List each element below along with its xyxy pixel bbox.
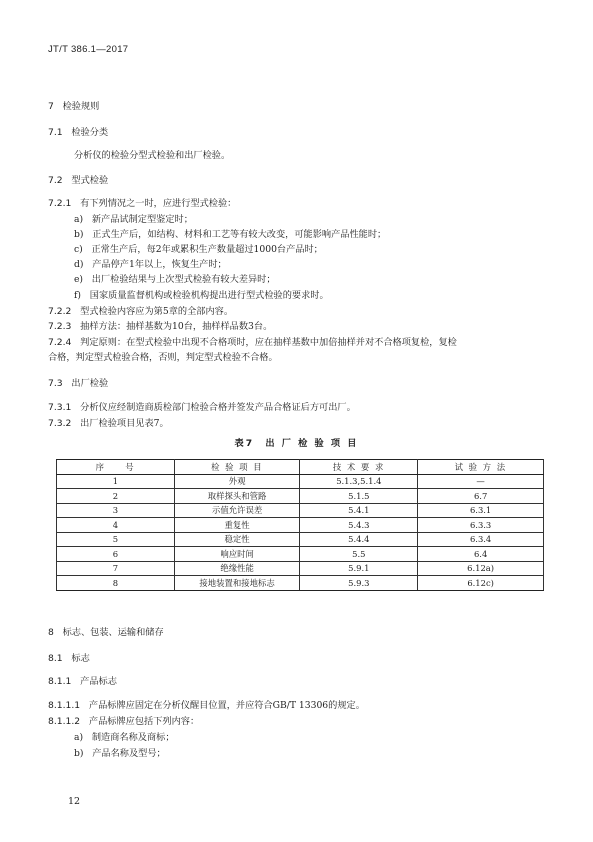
- section-7-3-heading: [48, 375, 108, 389]
- clause-7-2-1: [48, 195, 236, 209]
- list-item: [74, 226, 386, 240]
- column-header-method: 试 验 方 法: [418, 460, 544, 475]
- list-text: 国家质量监督机构或检验机构提出进行型式检验的要求时。: [89, 290, 329, 301]
- list-marker: a): [74, 214, 84, 225]
- cell-method: 6.3.1: [418, 503, 544, 518]
- section-number: 8.1.1: [48, 676, 72, 687]
- clause-number: 7.2.3: [48, 321, 72, 332]
- cell-number: 4: [57, 518, 175, 533]
- column-header-item: 检 验 项 目: [174, 460, 300, 475]
- cell-requirement: 5.4.1: [300, 503, 418, 518]
- column-header-number: 序 号: [57, 460, 175, 475]
- section-8-heading: [48, 624, 164, 638]
- inspection-items-table: [56, 459, 544, 591]
- table-row: [57, 474, 544, 489]
- section-7-1-heading: [48, 124, 108, 138]
- section-number: 7: [48, 101, 54, 112]
- list-marker: f): [74, 290, 81, 301]
- list-text: 正式生产后，如结构、材料和工艺等有较大改变，可能影响产品性能时；: [92, 229, 387, 240]
- cell-item: 示值允许误差: [174, 503, 300, 518]
- cell-number: 8: [57, 576, 175, 591]
- clause-8-1-1-2: [48, 713, 199, 727]
- clause-number: 7.2.4: [48, 337, 72, 348]
- list-item: [74, 241, 323, 255]
- clause-7-2-2: [48, 303, 233, 317]
- table-row: [57, 547, 544, 562]
- cell-requirement: 5.4.3: [300, 518, 418, 533]
- table-row: [57, 503, 544, 518]
- cell-item: 稳定性: [174, 532, 300, 547]
- clause-text: 有下列情况之一时，应进行型式检验：: [80, 198, 237, 209]
- clause-text: 型式检验内容应为第5章的全部内容。: [80, 306, 234, 317]
- cell-requirement: 5.1.3,5.1.4: [300, 474, 418, 489]
- list-marker: b): [74, 229, 84, 240]
- list-text: 产品名称及型号；: [92, 748, 166, 759]
- cell-requirement: 5.5: [300, 547, 418, 562]
- list-marker: b): [74, 748, 84, 759]
- cell-method: 6.12a): [418, 561, 544, 576]
- list-item: [74, 729, 175, 743]
- cell-method: 6.4: [418, 547, 544, 562]
- section-title: 型式检验: [71, 175, 109, 186]
- section-number: 8: [48, 627, 54, 638]
- page-number: 12: [68, 796, 81, 807]
- cell-requirement: 5.4.4: [300, 532, 418, 547]
- list-marker: c): [74, 244, 83, 255]
- section-title: 标志、包装、运输和储存: [62, 627, 164, 638]
- cell-number: 3: [57, 503, 175, 518]
- section-number: 8.1: [48, 653, 63, 664]
- section-title: 出厂检验: [71, 378, 109, 389]
- cell-number: 2: [57, 489, 175, 504]
- section-title: 产品标志: [80, 676, 117, 687]
- clause-7-3-1: [48, 399, 356, 413]
- list-text: 新产品试制定型鉴定时；: [91, 214, 193, 225]
- column-header-requirement: 技 术 要 求: [300, 460, 418, 475]
- cell-requirement: 5.1.5: [300, 489, 418, 504]
- list-marker: e): [74, 274, 84, 285]
- cell-method: 6.3.4: [418, 532, 544, 547]
- cell-number: 7: [57, 561, 175, 576]
- cell-item: 取样探头和管路: [174, 489, 300, 504]
- clause-7-2-4: [48, 334, 457, 348]
- table-row: [57, 532, 544, 547]
- cell-requirement: 5.9.1: [300, 561, 418, 576]
- section-number: 7.2: [48, 175, 63, 186]
- clause-7-3-2: [48, 415, 169, 429]
- table-row: [57, 576, 544, 591]
- clause-text: 产品标牌应包括下列内容：: [88, 716, 200, 727]
- clause-number: 8.1.1.1: [48, 700, 81, 711]
- clause-text: 产品标牌应固定在分析仪醒目位置，并应符合GB/T 13306的规定。: [88, 700, 365, 711]
- cell-method: 6.7: [418, 489, 544, 504]
- clause-text: 抽样方法：抽样基数为10台，抽样样品数3台。: [80, 321, 273, 332]
- cell-number: 1: [57, 474, 175, 489]
- section-number: 7.1: [48, 127, 63, 138]
- list-item: [74, 745, 166, 759]
- section-title: 检验分类: [71, 127, 109, 138]
- cell-item: 响应时间: [174, 547, 300, 562]
- clause-number: 7.3.2: [48, 418, 72, 429]
- table-row: [57, 561, 544, 576]
- section-7-2-heading: [48, 172, 108, 186]
- cell-number: 6: [57, 547, 175, 562]
- table-header-row: [57, 460, 544, 475]
- document-code: JT/T 386.1—2017: [48, 44, 129, 55]
- clause-7-2-3: [48, 318, 272, 332]
- clause-text: 分析仪应经制造商质检部门检验合格并签发产品合格证后方可出厂。: [80, 402, 356, 413]
- clause-8-1-1-1: [48, 697, 365, 711]
- paragraph-7-1: 分析仪的检验分型式检验和出厂检验。: [74, 150, 231, 161]
- table-row: [57, 518, 544, 533]
- section-8-1-1-heading: [48, 673, 117, 687]
- clause-number: 7.3.1: [48, 402, 72, 413]
- section-title: 检验规则: [62, 101, 100, 112]
- table-row: [57, 489, 544, 504]
- list-marker: a): [74, 732, 84, 743]
- section-title: 标志: [71, 653, 90, 664]
- list-marker: d): [74, 259, 84, 270]
- clause-7-2-4-continued: 合格，判定型式检验合格，否则，判定型式检验不合格。: [48, 352, 278, 363]
- list-text: 产品停产1年以上，恢复生产时；: [92, 259, 227, 270]
- clause-number: 7.2.1: [48, 198, 72, 209]
- clause-text: 出厂检验项目见表7。: [80, 418, 169, 429]
- list-text: 出厂检验结果与上次型式检验有较大差异时；: [91, 274, 276, 285]
- list-item: [74, 256, 227, 270]
- cell-item: 重复性: [174, 518, 300, 533]
- cell-item: 外观: [174, 474, 300, 489]
- list-text: 制造商名称及商标；: [91, 732, 175, 743]
- cell-method: 6.12c): [418, 576, 544, 591]
- cell-item: 接地装置和接地标志: [174, 576, 300, 591]
- list-item: [74, 271, 276, 285]
- table-caption: 表7 出 厂 检 验 项 目: [234, 438, 359, 449]
- clause-text: 判定原则：在型式检验中出现不合格项时，应在抽样基数中加倍抽样并对不合格项复检，复检: [80, 337, 457, 348]
- clause-number: 8.1.1.2: [48, 716, 81, 727]
- cell-item: 绝缘性能: [174, 561, 300, 576]
- section-number: 7.3: [48, 378, 63, 389]
- section-8-1-heading: [48, 650, 90, 664]
- list-item: [74, 287, 329, 301]
- section-7-heading: [48, 98, 99, 112]
- cell-method: 6.3.3: [418, 518, 544, 533]
- list-item: [74, 211, 193, 225]
- list-text: 正常生产后，每2年或累积生产数量超过1000台产品时；: [91, 244, 323, 255]
- clause-number: 7.2.2: [48, 306, 72, 317]
- cell-requirement: 5.9.3: [300, 576, 418, 591]
- cell-method: —: [418, 474, 544, 489]
- cell-number: 5: [57, 532, 175, 547]
